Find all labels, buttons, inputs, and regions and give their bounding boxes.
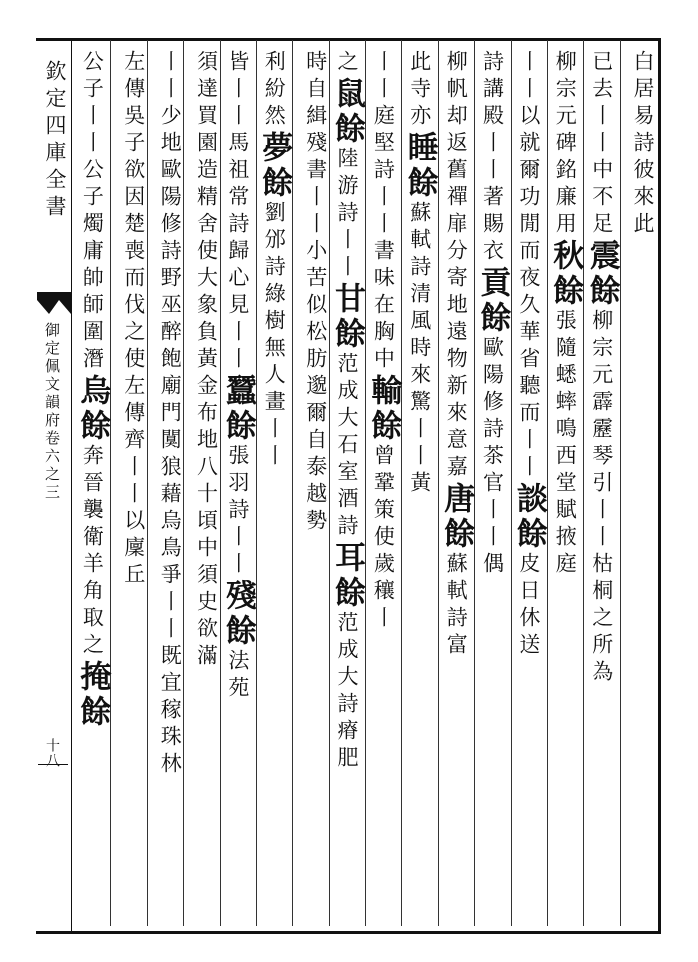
folio-number: 十八 xyxy=(44,738,60,768)
headword: 輸餘 xyxy=(365,374,402,444)
column-text: 柳帆却返舊禪扉 xyxy=(444,50,469,239)
text-column xyxy=(547,50,584,579)
headword: 鼠餘 xyxy=(328,77,365,147)
headword: 睡餘 xyxy=(401,131,438,201)
column-rule xyxy=(183,40,184,926)
column-text: 庭堅詩丨丨書味在胸中 xyxy=(371,104,396,374)
text-column xyxy=(188,50,219,671)
column-text: 丨丨以就爾功 xyxy=(516,50,541,212)
column-text: 珠林 xyxy=(158,725,183,779)
column-text: 蘇軾詩清風時來驚丨丨黃 xyxy=(407,201,432,498)
text-column xyxy=(219,50,256,703)
column-rule xyxy=(620,40,621,926)
headword: 烏餘 xyxy=(74,374,111,444)
column-text: 時自緝殘書 xyxy=(303,50,328,185)
text-column xyxy=(328,50,365,773)
folio-rule xyxy=(38,764,68,765)
column-rule xyxy=(110,40,111,926)
text-column xyxy=(583,50,620,687)
column-text: 丨丨少地歐陽修詩野巫醉飽廟門闃狼藉烏鳥爭丨丨 xyxy=(158,50,183,644)
headword: 唐餘 xyxy=(438,482,475,552)
column-rule xyxy=(511,40,512,926)
column-text: 曾鞏策使歲穰丨 xyxy=(371,444,396,633)
column-text: 丨丨小苦似松肪 xyxy=(303,185,328,374)
headword: 震餘 xyxy=(583,239,620,309)
column-text: 分寄地遠物新來意嘉 xyxy=(444,239,469,482)
headword: 殘餘 xyxy=(219,579,256,649)
headword: 甘餘 xyxy=(328,282,365,352)
column-rule xyxy=(547,40,548,926)
column-text: 歐陽修詩茶官丨丨偶 xyxy=(480,336,505,579)
headword: 秋餘 xyxy=(547,239,584,309)
column-text: 陸游詩丨丨 xyxy=(334,147,359,282)
text-column xyxy=(401,50,438,498)
fish-tail-mark-icon xyxy=(37,292,71,314)
margin-rule xyxy=(71,38,72,931)
column-text: 奔晉襲衛羊角取之 xyxy=(80,444,105,660)
text-column xyxy=(74,50,111,730)
column-rule xyxy=(329,40,330,926)
text-column xyxy=(297,50,328,536)
column-text: 左傳吳子欲因楚喪而伐之使 xyxy=(121,50,146,374)
column-text: 馬祖常詩歸心見丨丨 xyxy=(225,131,250,374)
column-text: 法苑 xyxy=(225,649,250,703)
column-text: 范成大石室酒詩 xyxy=(334,352,359,541)
column-rule xyxy=(220,40,221,926)
headword: 夢餘 xyxy=(256,131,293,201)
margin-book-title: 欽定四庫全書 xyxy=(43,60,67,222)
column-rule xyxy=(365,40,366,926)
column-text: 此寺亦 xyxy=(407,50,432,131)
column-text: 柳宗元碑銘廉用 xyxy=(553,50,578,239)
column-text: 張隨蟋蟀鳴西堂賦掖庭 xyxy=(553,309,578,579)
headword: 談餘 xyxy=(510,482,547,552)
column-text: 既宜稼 xyxy=(158,644,183,725)
text-column xyxy=(365,50,402,633)
column-text: 丨丨 xyxy=(371,50,396,104)
text-column xyxy=(510,50,547,660)
column-rule xyxy=(583,40,584,926)
column-rule xyxy=(147,40,148,926)
column-text: 劉邠詩綠樹無人畫丨丨 xyxy=(262,201,287,471)
column-text: 柳宗元霹靂琴引丨丨枯桐之所為 xyxy=(589,309,614,687)
text-column xyxy=(152,50,183,779)
margin-chapter xyxy=(42,322,63,502)
text-column xyxy=(256,50,293,471)
margin-chapter-title: 御定佩文韻府 xyxy=(43,322,61,430)
column-text: 已去丨丨中不足 xyxy=(589,50,614,239)
column-text: 張羽詩丨丨 xyxy=(225,444,250,579)
text-column xyxy=(625,50,653,239)
column-rule xyxy=(292,40,293,926)
text-column xyxy=(474,50,511,579)
column-rule xyxy=(474,40,475,926)
margin-volume: 卷六之三 xyxy=(43,430,61,502)
column-text: 皆丨丨 xyxy=(225,50,250,131)
column-text: 之 xyxy=(334,50,359,77)
headword: 蠶餘 xyxy=(219,374,256,444)
column-text: 白居易詩彼來此 xyxy=(630,50,655,239)
column-rule xyxy=(256,40,257,926)
column-text: 公子丨丨公子燭庸帥師圍潛 xyxy=(80,50,105,374)
column-text: 蘇軾詩富 xyxy=(444,552,469,660)
column-text: 詩講殿丨丨著賜衣 xyxy=(480,50,505,266)
column-text: 左傳齊丨丨以廩丘 xyxy=(121,374,146,590)
column-text: 利紛然 xyxy=(262,50,287,131)
headword: 掩餘 xyxy=(74,660,111,730)
column-text: 須達買園造精舍使大象負黃金布地八十頃中須史欲滿 xyxy=(194,50,219,671)
headword: 貢餘 xyxy=(474,266,511,336)
column-text: 皮日休送 xyxy=(516,552,541,660)
text-column xyxy=(438,50,475,660)
text-column xyxy=(115,50,146,590)
headword: 耳餘 xyxy=(328,541,365,611)
column-text: 范成大詩瘠肥 xyxy=(334,611,359,773)
column-rule xyxy=(401,40,402,926)
column-text: 閒而夜久華省聽而丨丨 xyxy=(516,212,541,482)
column-text: 邈爾自泰越勢 xyxy=(303,374,328,536)
